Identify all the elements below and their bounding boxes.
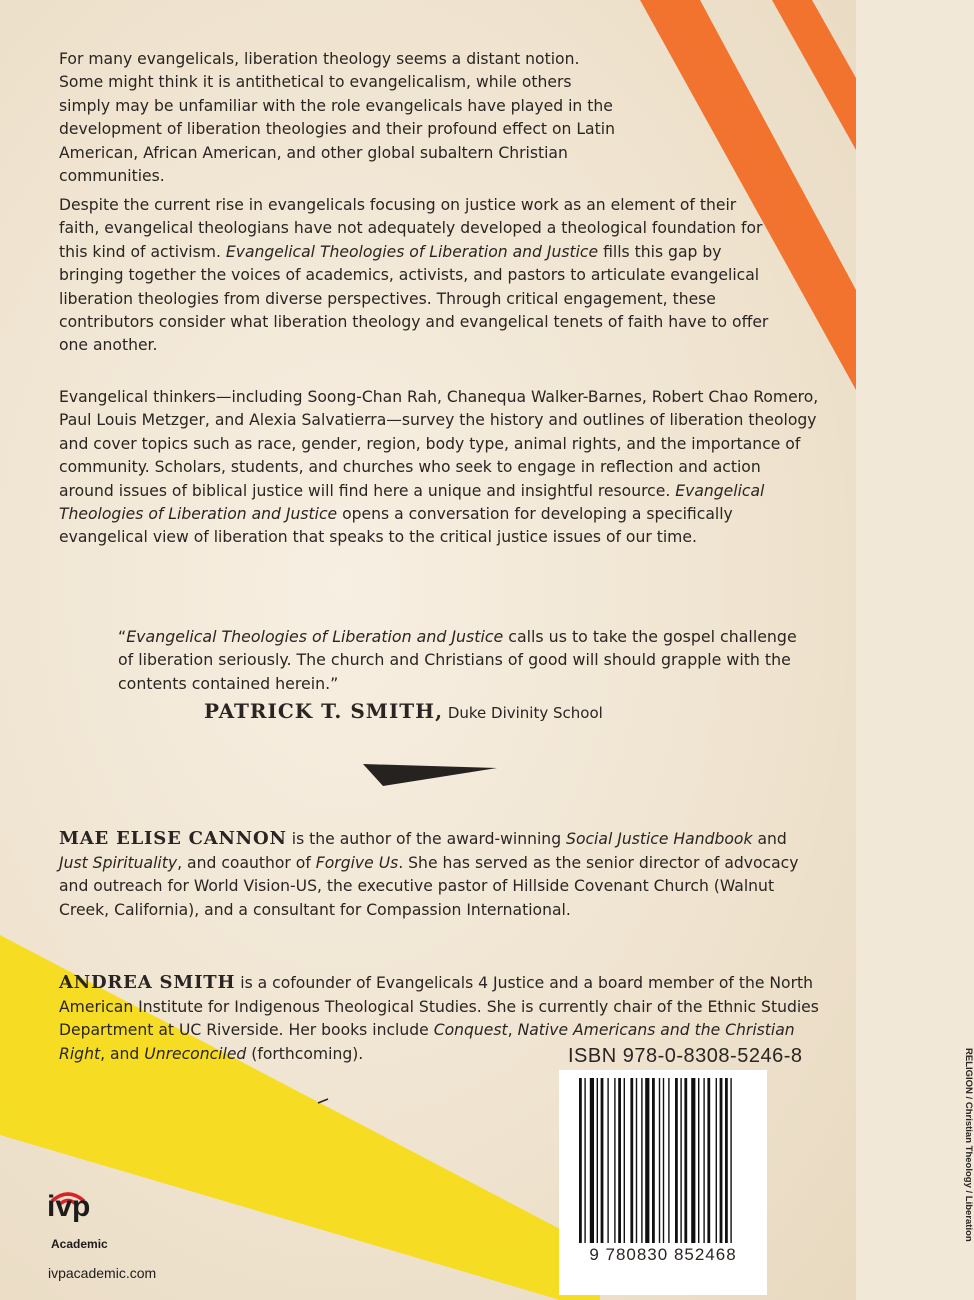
endorser-name: PATRICK T. SMITH, [204,699,444,723]
bio-text: is a cofounder of Evangelicals 4 Justice and a board member of the North American Institute for Indigenous Theological Studies. She is currently chair of the Ethnic Studies Department at UC Riverside. Her books include [59,974,819,1040]
description-text: For many evangelicals, liberation theology seems a distant notion. Some might think it is antithetical to evangelicalism, while others simply may be unfamiliar with the role evangelicals have played in the development of liberation theologies and their profound effect on Latin American, African American, and other global subaltern Christian communities. [59,50,615,186]
barcode-bar [691,1078,695,1243]
barcode-bar [641,1078,642,1243]
barcode-bar [668,1078,669,1243]
endorsement-attribution [204,699,603,723]
barcode-bar [597,1078,598,1243]
publisher-logo: ivp [47,1190,91,1223]
orange-stripe-right [772,0,856,150]
quote-text: calls us to take the gospel challenge of liberation seriously. The church and Christians of good will should grapple with the contents contained herein.” [118,627,797,693]
bio-text: , and [100,1044,145,1063]
book-title: Unreconciled [144,1044,247,1063]
barcode-bar [636,1078,637,1243]
barcode-bar [684,1078,687,1243]
barcode-bar [579,1078,582,1243]
publisher-logo-subtitle: Academic [51,1237,108,1251]
wedge-divider [363,760,499,788]
author-name: MAE ELISE CANNON [59,828,287,849]
quote-mark: “ [118,627,127,646]
barcode-bar [698,1078,699,1243]
bio-text: . She has served as the senior director of advocacy and outreach for World Vision-US, the executive pastor of Hillside Covenant Church (Walnut Creek, California), and a consultant for Compassion International. [59,853,799,919]
barcode-bar [614,1078,615,1243]
barcode-bar [725,1078,728,1243]
barcode-bar [730,1078,731,1243]
barcode-bar [624,1078,625,1243]
barcode-bar [607,1078,608,1243]
bio-text: and [752,830,787,848]
barcode-bar [707,1078,710,1243]
barcode-bar [652,1078,655,1243]
barcode-bar [590,1078,594,1243]
author-bio-cannon [59,827,819,922]
barcode [559,1070,767,1295]
description-text: fills this gap by bringing together the voices of academics, activists, and pastors to articulate evangelical liberation theologies from diverse perspectives. Through critical engagement, these contributors consider what liberation theology and evangelical tenets of faith have to offer one another. [59,242,769,355]
barcode-bar [659,1078,660,1243]
barcode-bar [601,1078,604,1243]
book-title: Evangelical Theologies of Liberation and Justice [225,242,599,261]
bio-text: , [507,1021,518,1040]
bio-text: (forthcoming). [246,1044,364,1063]
barcode-bar [663,1078,664,1243]
stray-mark [318,1099,328,1103]
endorsement-quote [118,625,798,695]
book-title: Evangelical Theologies of Liberation and Justice [126,627,504,646]
barcode-bar [720,1078,723,1243]
endorser-affiliation: Duke Divinity School [447,704,603,722]
publisher-website: ivpacademic.com [48,1265,157,1281]
barcode-digits: 9 780830 852468 [589,1245,737,1264]
description-paragraph-1 [59,48,619,188]
book-title: Conquest [433,1021,508,1040]
book-title: Evangelical Theologies of Liberation and Justice [59,481,765,524]
book-title: Just Spirituality [59,853,178,872]
description-text: Evangelical thinkers—including Soong-Chan Rah, Chanequa Walker-Barnes, Robert Chao Romero, Paul Louis Metzger, and Alexia Salvatierra—survey the history and outlines of liberation theology and cover topics such as race, gender, region, body type, animal rights, and the importance of community. Scholars, students, and churches who seek to engage in reflection and action around issues of biblical justice will find here a unique and insightful resource. [59,388,819,500]
description-paragraph-3 [59,386,819,550]
barcode-bars [579,1078,747,1243]
book-title: Forgive Us [315,853,399,872]
barcode-bar [630,1078,633,1243]
barcode-bar [645,1078,649,1243]
description-text: Despite the current rise in evangelicals focusing on justice work as an element of their faith, evangelical theologians have not adequately developed a theological foundation for this kind of activism. [59,196,763,261]
description-paragraph-2 [59,194,769,358]
barcode-bar [675,1078,678,1243]
bio-text: is the author of the award-winning [286,830,567,848]
barcode-bar [618,1078,621,1243]
author-name: ANDREA SMITH [59,972,236,993]
barcode-bar [584,1078,585,1243]
bio-text: , and coauthor of [177,853,316,872]
book-title: Native Americans and the Christian Right [59,1021,795,1063]
barcode-bar [680,1078,681,1243]
isbn-label: ISBN 978-0-8308-5246-8 [568,1045,803,1067]
description-text: opens a conversation for developing a specifically evangelical view of liberation that speaks to the critical justice issues of our time. [59,505,733,547]
subject-category: RELIGION / Christian Theology / Liberation [963,1048,974,1242]
barcode-bar [716,1078,717,1243]
book-title: Social Justice Handbook [566,830,753,848]
barcode-bar [703,1078,704,1243]
